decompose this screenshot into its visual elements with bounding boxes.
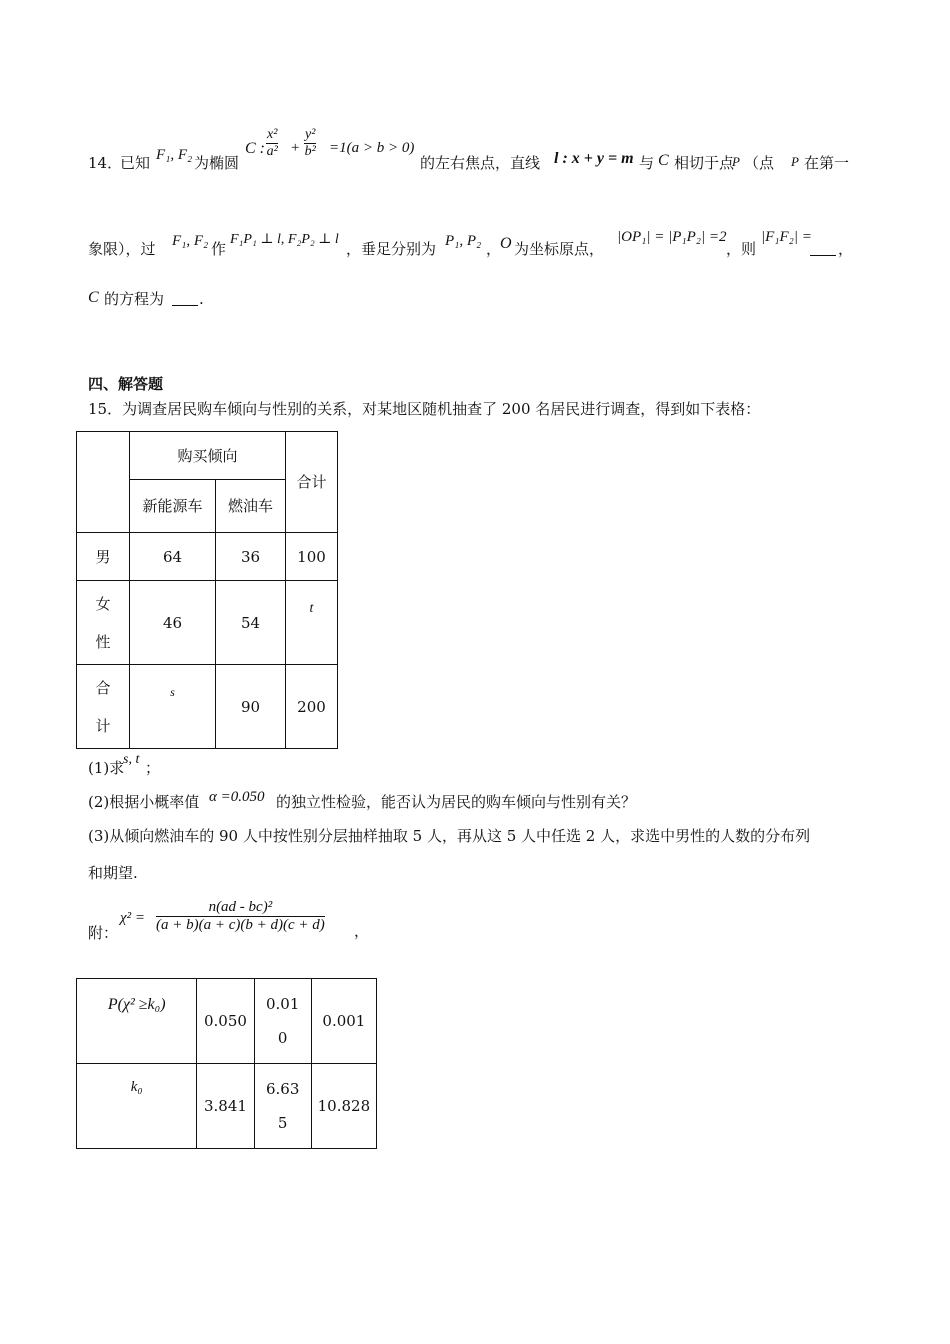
cell-value: 100 [286,533,338,581]
point-P: P [732,154,740,169]
q14-text: 与 [639,154,655,172]
row-label [77,665,130,749]
answer-blank-2[interactable] [172,291,198,306]
part1-text: (1)求 [88,759,125,777]
q14-text: ，垂足分别为 [346,240,437,258]
k0-label: k₀ [77,1064,197,1149]
foci-label: F₁, F₂ [172,233,209,249]
wrapped-value: 0.010 [265,995,300,1047]
part1-text: ； [145,759,161,777]
q14-text: 已知 [120,154,151,172]
ellipse-a: a² [266,144,278,160]
row-label-text: 合计 [95,678,111,735]
q14-text: . [199,290,204,308]
ellipse-frac-x [266,127,278,160]
cell-value: 3.841 [197,1064,254,1149]
q14-text: ， [838,240,854,258]
ellipse-y: y² [304,127,316,144]
cell-value [254,1064,311,1149]
row-label-text: 女性 [95,594,111,651]
table-row [77,533,338,581]
cell-value: 0.050 [197,979,254,1064]
header-group: 购买倾向 [130,432,286,480]
ellipse-frac-y [304,127,316,160]
critical-value-table [76,978,377,1149]
cell-value: 64 [130,533,216,581]
cell-variable: t [286,581,338,665]
q14-number: 14． [88,154,123,172]
row-label: 男 [77,533,130,581]
prob-label: P(χ² ≥k₀) [77,979,197,1064]
cell-value: 36 [216,533,286,581]
chi-square-symbol: χ² = [120,910,145,926]
line-equation: l : x + y = m [554,150,634,167]
table-row [77,1064,377,1149]
chi-square-fraction [156,899,325,935]
cell-value: 54 [216,581,286,665]
formula-denominator: (a + b)(a + c)(b + d)(c + d) [156,917,325,934]
header-ev: 新能源车 [130,480,216,533]
part2-text: 的独立性检验，能否认为居民的购车倾向与性别有关？ [276,793,637,811]
q15-part3-line2: 和期望. [88,864,138,882]
part1-vars: s, t [123,752,140,767]
distance-condition: |OP₁| = |P₁P₂| =2 [617,229,727,245]
q14-text: 的左右焦点，直线 [420,154,541,172]
q15-part3-line1: (3)从倾向燃油车的 90 人中按性别分层抽样抽取 5 人，再从这 5 人中任选 2 人，求选中男性的人数的分布列 [88,827,811,845]
ellipse-b: b² [304,144,316,160]
ellipse-rhs: =1(a > b > 0) [329,140,415,156]
q14-text: 作 [211,240,227,258]
curve-C: C [88,289,99,306]
q14-text: ，则 [726,240,757,258]
q14-text: ， [486,240,502,258]
focal-distance: |F₁F₂| = [761,229,812,245]
cell-value: 200 [286,665,338,749]
table-row [77,979,377,1064]
ellipse-label: C : [245,140,265,157]
section-title: 四、解答题 [88,375,164,393]
q15-intro: 15．为调查居民购车倾向与性别的关系，对某地区随机抽查了 200 名居民进行调查，得到如下表格： [88,400,761,418]
formula-numerator: n(ad - bc)² [156,899,325,917]
cell-value: 10.828 [311,1064,376,1149]
header-total: 合计 [286,432,338,533]
cell-value: 90 [216,665,286,749]
q14-text: 相切于点 [674,154,735,172]
alpha-value: α =0.050 [209,789,265,805]
empty-header-cell [77,432,130,533]
q14-text: 为坐标原点， [514,240,605,258]
q14-text: 为椭圆 [194,154,240,172]
q14-text: 的方程为 [104,290,165,308]
ellipse-x: x² [266,127,278,144]
point-P: P [791,154,799,169]
formula-tail: ， [354,922,370,940]
table-row [77,581,338,665]
appendix-label: 附： [88,924,119,942]
feet-label: P₁, P₂ [445,233,482,249]
part2-text: (2)根据小概率值 [88,793,200,811]
plus-sign: + [291,140,300,156]
origin-O: O [500,235,512,252]
q14-text: 象限），过 [88,240,156,258]
q14-text: 在第一 [804,154,850,172]
header-fuel: 燃油车 [216,480,286,533]
cell-variable: s [130,665,216,749]
q14-text: （点 [744,154,775,172]
table-row [77,665,338,749]
foci-label: F₁, F₂ [156,147,193,163]
answer-blank-1[interactable] [810,241,836,256]
row-label [77,581,130,665]
wrapped-value: 6.635 [265,1080,300,1132]
curve-C: C [658,152,669,169]
survey-table [76,431,338,749]
perpendicular-condition: F₁P₁ ⊥ l, F₂P₂ ⊥ l [230,232,339,247]
cell-value: 0.001 [311,979,376,1064]
cell-value [254,979,311,1064]
cell-value: 46 [130,581,216,665]
